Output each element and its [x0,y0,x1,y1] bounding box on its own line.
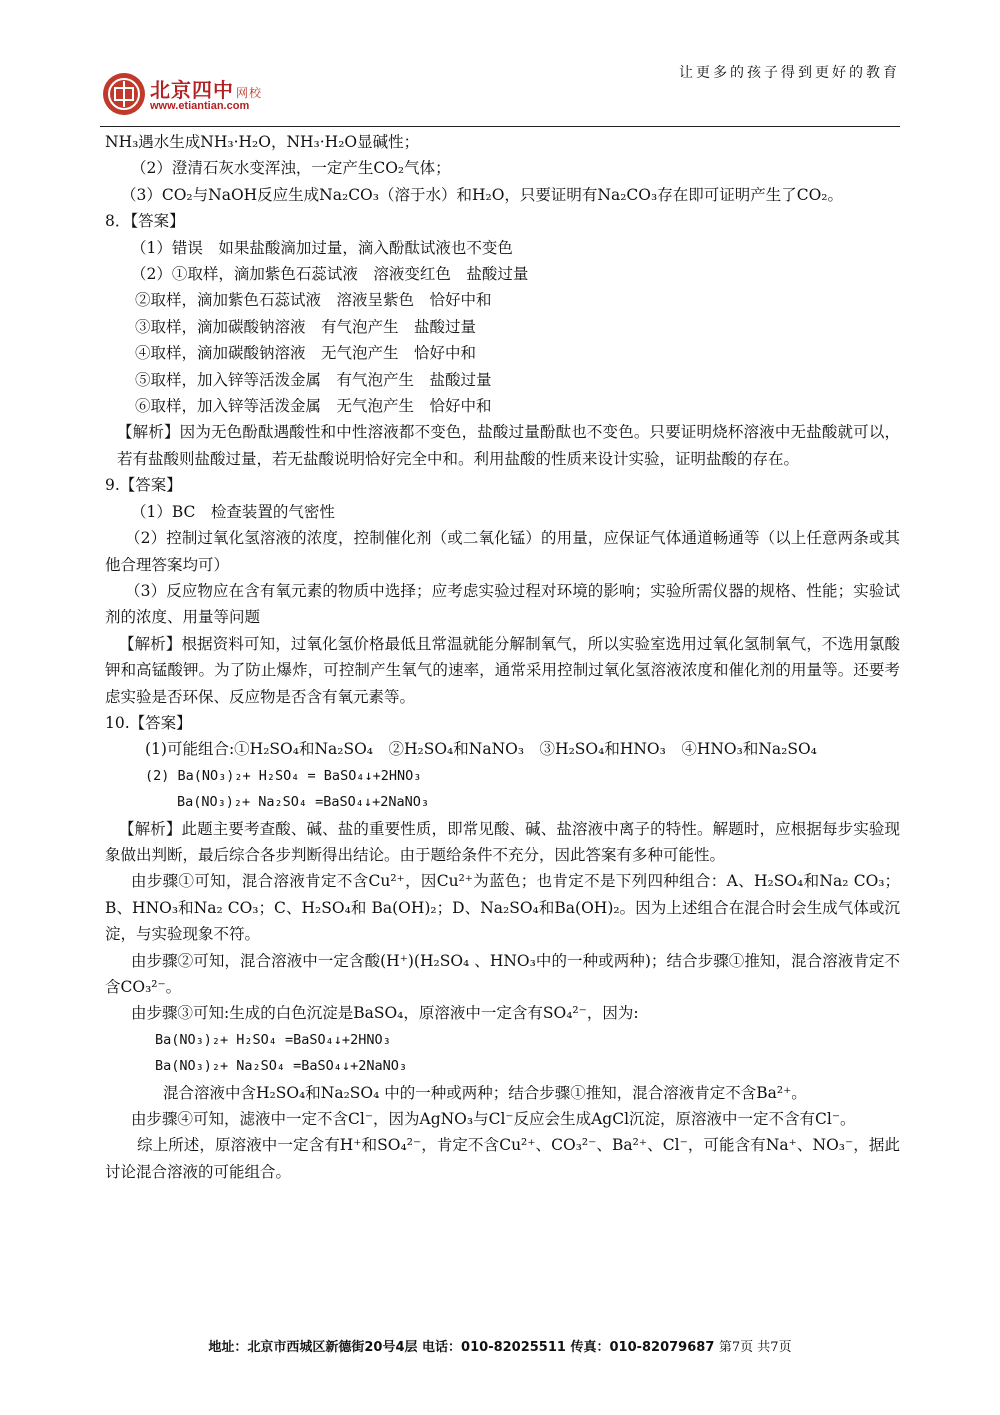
text-line: ④取样，滴加碳酸钠溶液 无气泡产生 恰好中和 [135,344,477,363]
logo-name: 北京四中 网校 [150,78,263,102]
question-8-heading: 8．【答案】 [105,212,185,231]
text-paragraph: 由步骤①可知，混合溶液肯定不含Cu²⁺，因Cu²⁺为蓝色；也肯定不是下列四种组合：A、H₂SO₄和Na₂ CO₃；B、HNO₃和Na₂ CO₃；C、H₂SO₄和 Ba(OH)₂；D、Na₂SO₄和Ba(OH)₂。因为上述组合在混合时会生成气体或沉淀，与实验现象不符。 [105,872,900,944]
question-10-heading: 10.【答案】 [105,713,192,732]
text-line: ⑥取样，加入锌等活泼金属 无气泡产生 恰好中和 [135,397,492,416]
question-9-heading: 9.【答案】 [105,476,182,495]
text-paragraph: （2）控制过氧化氢溶液的浓度，控制催化剂（或二氧化锰）的用量，应保证气体通道畅通等（以上任意两条或其他合理答案均可） [105,529,900,574]
text-paragraph: 由步骤④可知，滤液中一定不含Cl⁻，因为AgNO₃与Cl⁻反应会生成AgCl沉淀，原溶液中一定不含有Cl⁻。 [131,1110,856,1129]
equation-line: (2) Ba(NO₃)₂+ H₂SO₄ = BaSO₄↓+2HNO₃ [145,767,422,784]
text-line: 由步骤③可知:生成的白色沉淀是BaSO₄，原溶液中一定含有SO₄²⁻，因为: [131,1004,639,1023]
equation-line: Ba(NO₃)₂+ H₂SO₄ =BaSO₄↓+2HNO₃ [155,1031,391,1048]
text-line: NH₃遇水生成NH₃·H₂O，NH₃·H₂O显碱性； [105,133,420,151]
text-line: （1）错误 如果盐酸滴加过量，滴入酚酞试液也不变色 [131,238,513,257]
text-line: （3）CO₂与NaOH反应生成Na₂CO₃（溶于水）和H₂O，只要证明有Na₂CO₃存在即可证明产生了CO₂。 [121,185,843,204]
page-number: 第7页 共7页 [718,1340,792,1355]
text-line: （1）BC 检查装置的气密性 [131,502,335,521]
page-header [100,58,900,126]
header-divider [100,126,900,127]
text-line: 混合溶液中含H₂SO₄和Na₂SO₄ 中的一种或两种；结合步骤①推知，混合溶液肯定不含Ba²⁺。 [163,1083,807,1102]
equation-line: Ba(NO₃)₂+ Na₂SO₄ =BaSO₄↓+2NaNO₃ [155,1058,407,1075]
text-paragraph: 由步骤②可知，混合溶液中一定含酸(H⁺)(H₂SO₄ 、HNO₃中的一种或两种)；结合步骤①推知，混合溶液肯定不含CO₃²⁻。 [105,951,900,996]
text-line: ②取样，滴加紫色石蕊试液 溶液呈紫色 恰好中和 [135,291,492,310]
text-line: ⑤取样，加入锌等活泼金属 有气泡产生 盐酸过量 [135,370,492,389]
page-footer [0,1336,1000,1355]
explanation-9: 【解析】根据资料可知，过氧化氢价格最低且常温就能分解制氧气，所以实验室选用过氧化氢制氧气，不选用氯酸钾和高锰酸钾。为了防止爆炸，可控制产生氧气的速率，通常采用控制过氧化氢溶液浓度和催化剂的用量等。还要考虑实验是否环保、反应物是否含有氧元素等。 [105,634,900,706]
answer-content [105,129,900,1185]
text-line: ③取样，滴加碳酸钠溶液 有气泡产生 盐酸过量 [135,317,477,336]
text-line: （2）澄清石灰水变浑浊，一定产生CO₂气体； [131,159,451,178]
text-line: （2）①取样，滴加紫色石蕊试液 溶液变红色 盐酸过量 [131,265,529,284]
explanation-8: 【解析】因为无色酚酞遇酸性和中性溶液都不变色，盐酸过量酚酞也不变色。只要证明烧杯溶液中无盐酸就可以，若有盐酸则盐酸过量，若无盐酸说明恰好完全中和。利用盐酸的性质来设计实验，证明盐酸的存在。 [117,423,900,468]
footer-address: 地址：北京市西城区新德街20号4层 电话：010-82025511 传真：010-82079687 [208,1340,715,1355]
header-slogan: 让更多的孩子得到更好的教育 [679,65,900,81]
equation-line: Ba(NO₃)₂+ Na₂SO₄ =BaSO₄↓+2NaNO₃ [177,794,429,811]
text-paragraph: 综上所述，原溶液中一定含有H⁺和SO₄²⁻，肯定不含Cu²⁺、CO₃²⁻、Ba²⁺、Cl⁻，可能含有Na⁺、NO₃⁻，据此讨论混合溶液的可能组合。 [105,1136,900,1181]
school-logo-icon [102,72,146,116]
logo-url: www.etiantian.com [150,100,250,112]
text-paragraph: （3）反应物应在含有氧元素的物质中选择；应考虑实验过程对环境的影响；实验所需仪器的规格、性能；实验试剂的浓度、用量等问题 [105,581,900,627]
text-line: (1)可能组合:①H₂SO₄和Na₂SO₄ ②H₂SO₄和NaNO₃ ③H₂SO₄和HNO₃ ④HNO₃和Na₂SO₄ [145,740,817,759]
explanation-10: 【解析】此题主要考查酸、碱、盐的重要性质，即常见酸、碱、盐溶液中离子的特性。解题时，应根据每步实验现象做出判断，最后综合各步判断得出结论。由于题给条件不充分，因此答案有多种可能性。 [105,819,900,864]
